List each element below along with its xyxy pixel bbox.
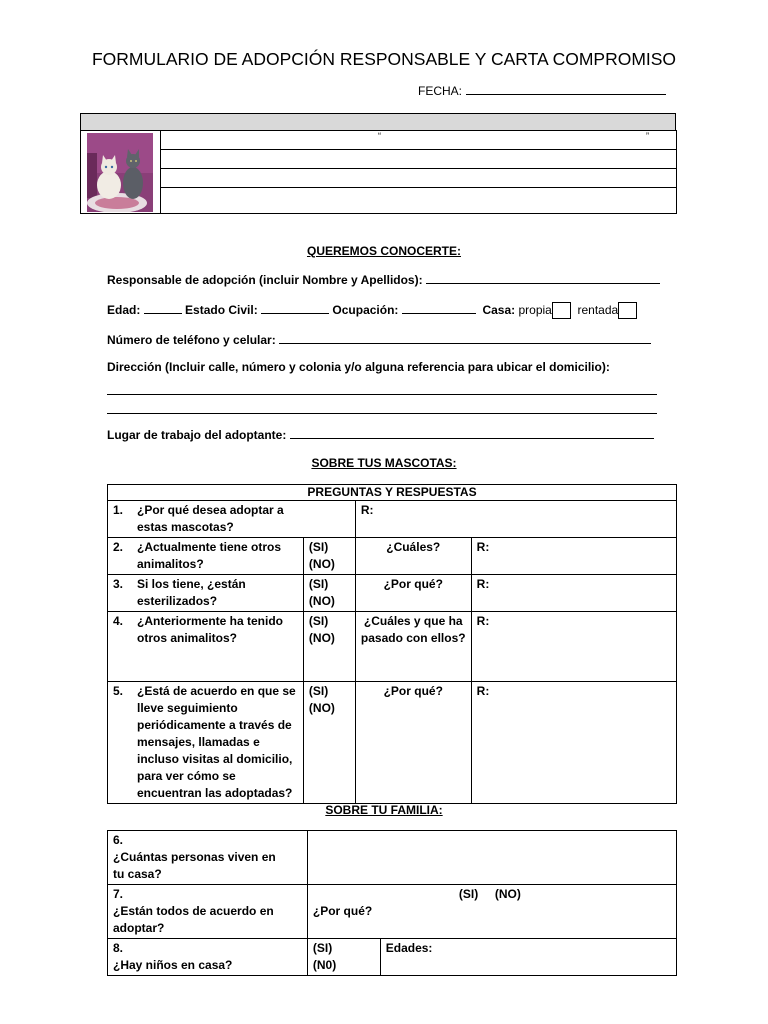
responsable-field[interactable] bbox=[107, 272, 660, 287]
table-row bbox=[108, 682, 677, 804]
section-heading-mascotas: SOBRE TUS MASCOTAS: bbox=[311, 456, 457, 470]
answer-cell[interactable] bbox=[471, 538, 676, 575]
si-no-cell[interactable] bbox=[303, 538, 355, 575]
si-option[interactable]: (SI) bbox=[458, 887, 479, 901]
fecha-label: FECHA: bbox=[418, 84, 463, 98]
question-number: 6. bbox=[113, 833, 124, 847]
table-row bbox=[108, 538, 677, 575]
responsable-label: Responsable de adopción (incluir Nombre y Apellidos): bbox=[107, 273, 423, 287]
edad-blank[interactable] bbox=[144, 302, 182, 314]
telefono-blank[interactable] bbox=[279, 332, 651, 344]
question-cell bbox=[108, 939, 308, 976]
header-box bbox=[80, 130, 677, 214]
no-option[interactable]: (NO) bbox=[494, 887, 521, 901]
mascotas-table bbox=[107, 484, 677, 804]
question-number: 3. bbox=[113, 577, 124, 591]
no-option[interactable]: (NO) bbox=[308, 701, 335, 715]
question-text: ¿Actualmente tiene otros animalitos? bbox=[137, 540, 282, 571]
section-heading-familia: SOBRE TU FAMILIA: bbox=[325, 803, 443, 817]
question-text: ¿Cuántas personas viven en tu casa? bbox=[113, 850, 276, 881]
si-option[interactable]: (SI) bbox=[308, 614, 329, 628]
follow-up-cell: ¿Cuáles y que ha pasado con ellos? bbox=[355, 612, 471, 682]
edades-cell[interactable] bbox=[380, 939, 676, 976]
si-option[interactable]: (SI) bbox=[308, 577, 329, 591]
header-line bbox=[160, 149, 677, 150]
propia-label: propia bbox=[518, 303, 552, 317]
header-line bbox=[160, 168, 677, 169]
familia-table bbox=[107, 830, 677, 976]
trabajo-label: Lugar de trabajo del adoptante: bbox=[107, 428, 287, 442]
direccion-label: Dirección (Incluir calle, número y colonia y/o alguna referencia para ubicar el domicilio): bbox=[107, 360, 610, 374]
responsable-blank[interactable] bbox=[426, 272, 660, 284]
follow-up-cell: ¿Por qué? bbox=[355, 575, 471, 612]
datos-row bbox=[107, 302, 637, 319]
question-number: 5. bbox=[113, 684, 124, 698]
edad-label: Edad: bbox=[107, 303, 141, 317]
answer-label: R: bbox=[476, 684, 490, 698]
rentada-label: rentada bbox=[577, 303, 619, 317]
question-text: ¿Hay niños en casa? bbox=[113, 958, 233, 972]
form-title: FORMULARIO DE ADOPCIÓN RESPONSABLE Y CARTA COMPROMISO bbox=[91, 49, 677, 69]
answer-label: R: bbox=[476, 577, 490, 591]
answer-label: R: bbox=[476, 614, 490, 628]
question-text: ¿Están todos de acuerdo en adoptar? bbox=[113, 904, 274, 935]
si-option[interactable]: (SI) bbox=[312, 941, 333, 955]
answer-cell[interactable] bbox=[471, 575, 676, 612]
header-divider bbox=[160, 130, 161, 214]
answer-cell[interactable] bbox=[307, 885, 676, 939]
answer-label: R: bbox=[476, 540, 490, 554]
si-option[interactable]: (SI) bbox=[308, 684, 329, 698]
question-number: 8. bbox=[113, 941, 124, 955]
question-cell bbox=[108, 885, 308, 939]
ocupacion-blank[interactable] bbox=[402, 302, 476, 314]
question-number: 4. bbox=[113, 614, 124, 628]
quote-close: ” bbox=[646, 131, 649, 141]
question-text: ¿Anteriormente ha tenido otros animalitos? bbox=[137, 614, 284, 645]
section-heading-conocerte: QUEREMOS CONOCERTE: bbox=[306, 244, 461, 258]
answer-cell[interactable] bbox=[355, 501, 676, 538]
two-cats-photo bbox=[87, 133, 153, 212]
direccion-blank-line[interactable] bbox=[107, 394, 657, 395]
direccion-blank-line[interactable] bbox=[107, 413, 657, 414]
si-no-cell[interactable] bbox=[303, 575, 355, 612]
question-text: ¿Está de acuerdo en que se lleve seguimiento periódicamente a través de mensajes, llamadas e incluso visitas al domicilio, para ver cómo se encuentran las adoptadas? bbox=[137, 684, 296, 800]
question-text: Si los tiene, ¿están esterilizados? bbox=[137, 577, 246, 608]
question-number: 7. bbox=[113, 887, 124, 901]
follow-up-cell: ¿Cuáles? bbox=[355, 538, 471, 575]
table-row bbox=[108, 575, 677, 612]
question-cell bbox=[108, 831, 308, 885]
question-cell bbox=[108, 612, 304, 682]
estado-civil-blank[interactable] bbox=[261, 302, 329, 314]
table-row bbox=[108, 831, 677, 885]
estado-civil-label: Estado Civil: bbox=[185, 303, 258, 317]
rentada-checkbox[interactable] bbox=[618, 302, 637, 319]
propia-checkbox[interactable] bbox=[552, 302, 571, 319]
question-cell bbox=[108, 538, 304, 575]
si-option[interactable]: (SI) bbox=[308, 540, 329, 554]
ocupacion-label: Ocupación: bbox=[332, 303, 399, 317]
answer-cell[interactable] bbox=[471, 612, 676, 682]
table-row bbox=[108, 885, 677, 939]
answer-cell[interactable] bbox=[471, 682, 676, 804]
question-number: 2. bbox=[113, 540, 124, 554]
table-header: PREGUNTAS Y RESPUESTAS bbox=[108, 485, 677, 501]
casa-label: Casa: bbox=[482, 303, 516, 317]
table-row bbox=[108, 612, 677, 682]
no-option[interactable]: (N0) bbox=[312, 958, 337, 972]
question-text: ¿Por qué desea adoptar a estas mascotas? bbox=[137, 503, 284, 534]
question-cell bbox=[108, 575, 304, 612]
fecha-blank[interactable] bbox=[466, 84, 666, 95]
fecha-field[interactable] bbox=[418, 84, 666, 98]
quote-open: “ bbox=[378, 131, 381, 141]
trabajo-field[interactable] bbox=[107, 427, 654, 442]
si-no-cell[interactable] bbox=[303, 682, 355, 804]
question-cell bbox=[108, 682, 304, 804]
edades-label: Edades: bbox=[385, 941, 433, 955]
table-row bbox=[108, 501, 677, 538]
table-row bbox=[108, 939, 677, 976]
header-gray-bar bbox=[80, 113, 676, 131]
question-cell bbox=[108, 501, 356, 538]
no-option[interactable]: (NO) bbox=[308, 631, 335, 645]
answer-label: R: bbox=[360, 503, 374, 517]
question-number: 1. bbox=[113, 503, 124, 517]
por-que-label: ¿Por qué? bbox=[312, 904, 373, 918]
si-no-cell[interactable] bbox=[303, 612, 355, 682]
trabajo-blank[interactable] bbox=[290, 427, 654, 439]
header-line bbox=[160, 187, 677, 188]
telefono-field[interactable] bbox=[107, 332, 651, 347]
no-option[interactable]: (NO) bbox=[308, 594, 335, 608]
si-no-cell[interactable] bbox=[307, 939, 380, 976]
no-option[interactable]: (NO) bbox=[308, 557, 335, 571]
answer-cell[interactable] bbox=[307, 831, 676, 885]
telefono-label: Número de teléfono y celular: bbox=[107, 333, 276, 347]
follow-up-cell: ¿Por qué? bbox=[355, 682, 471, 804]
